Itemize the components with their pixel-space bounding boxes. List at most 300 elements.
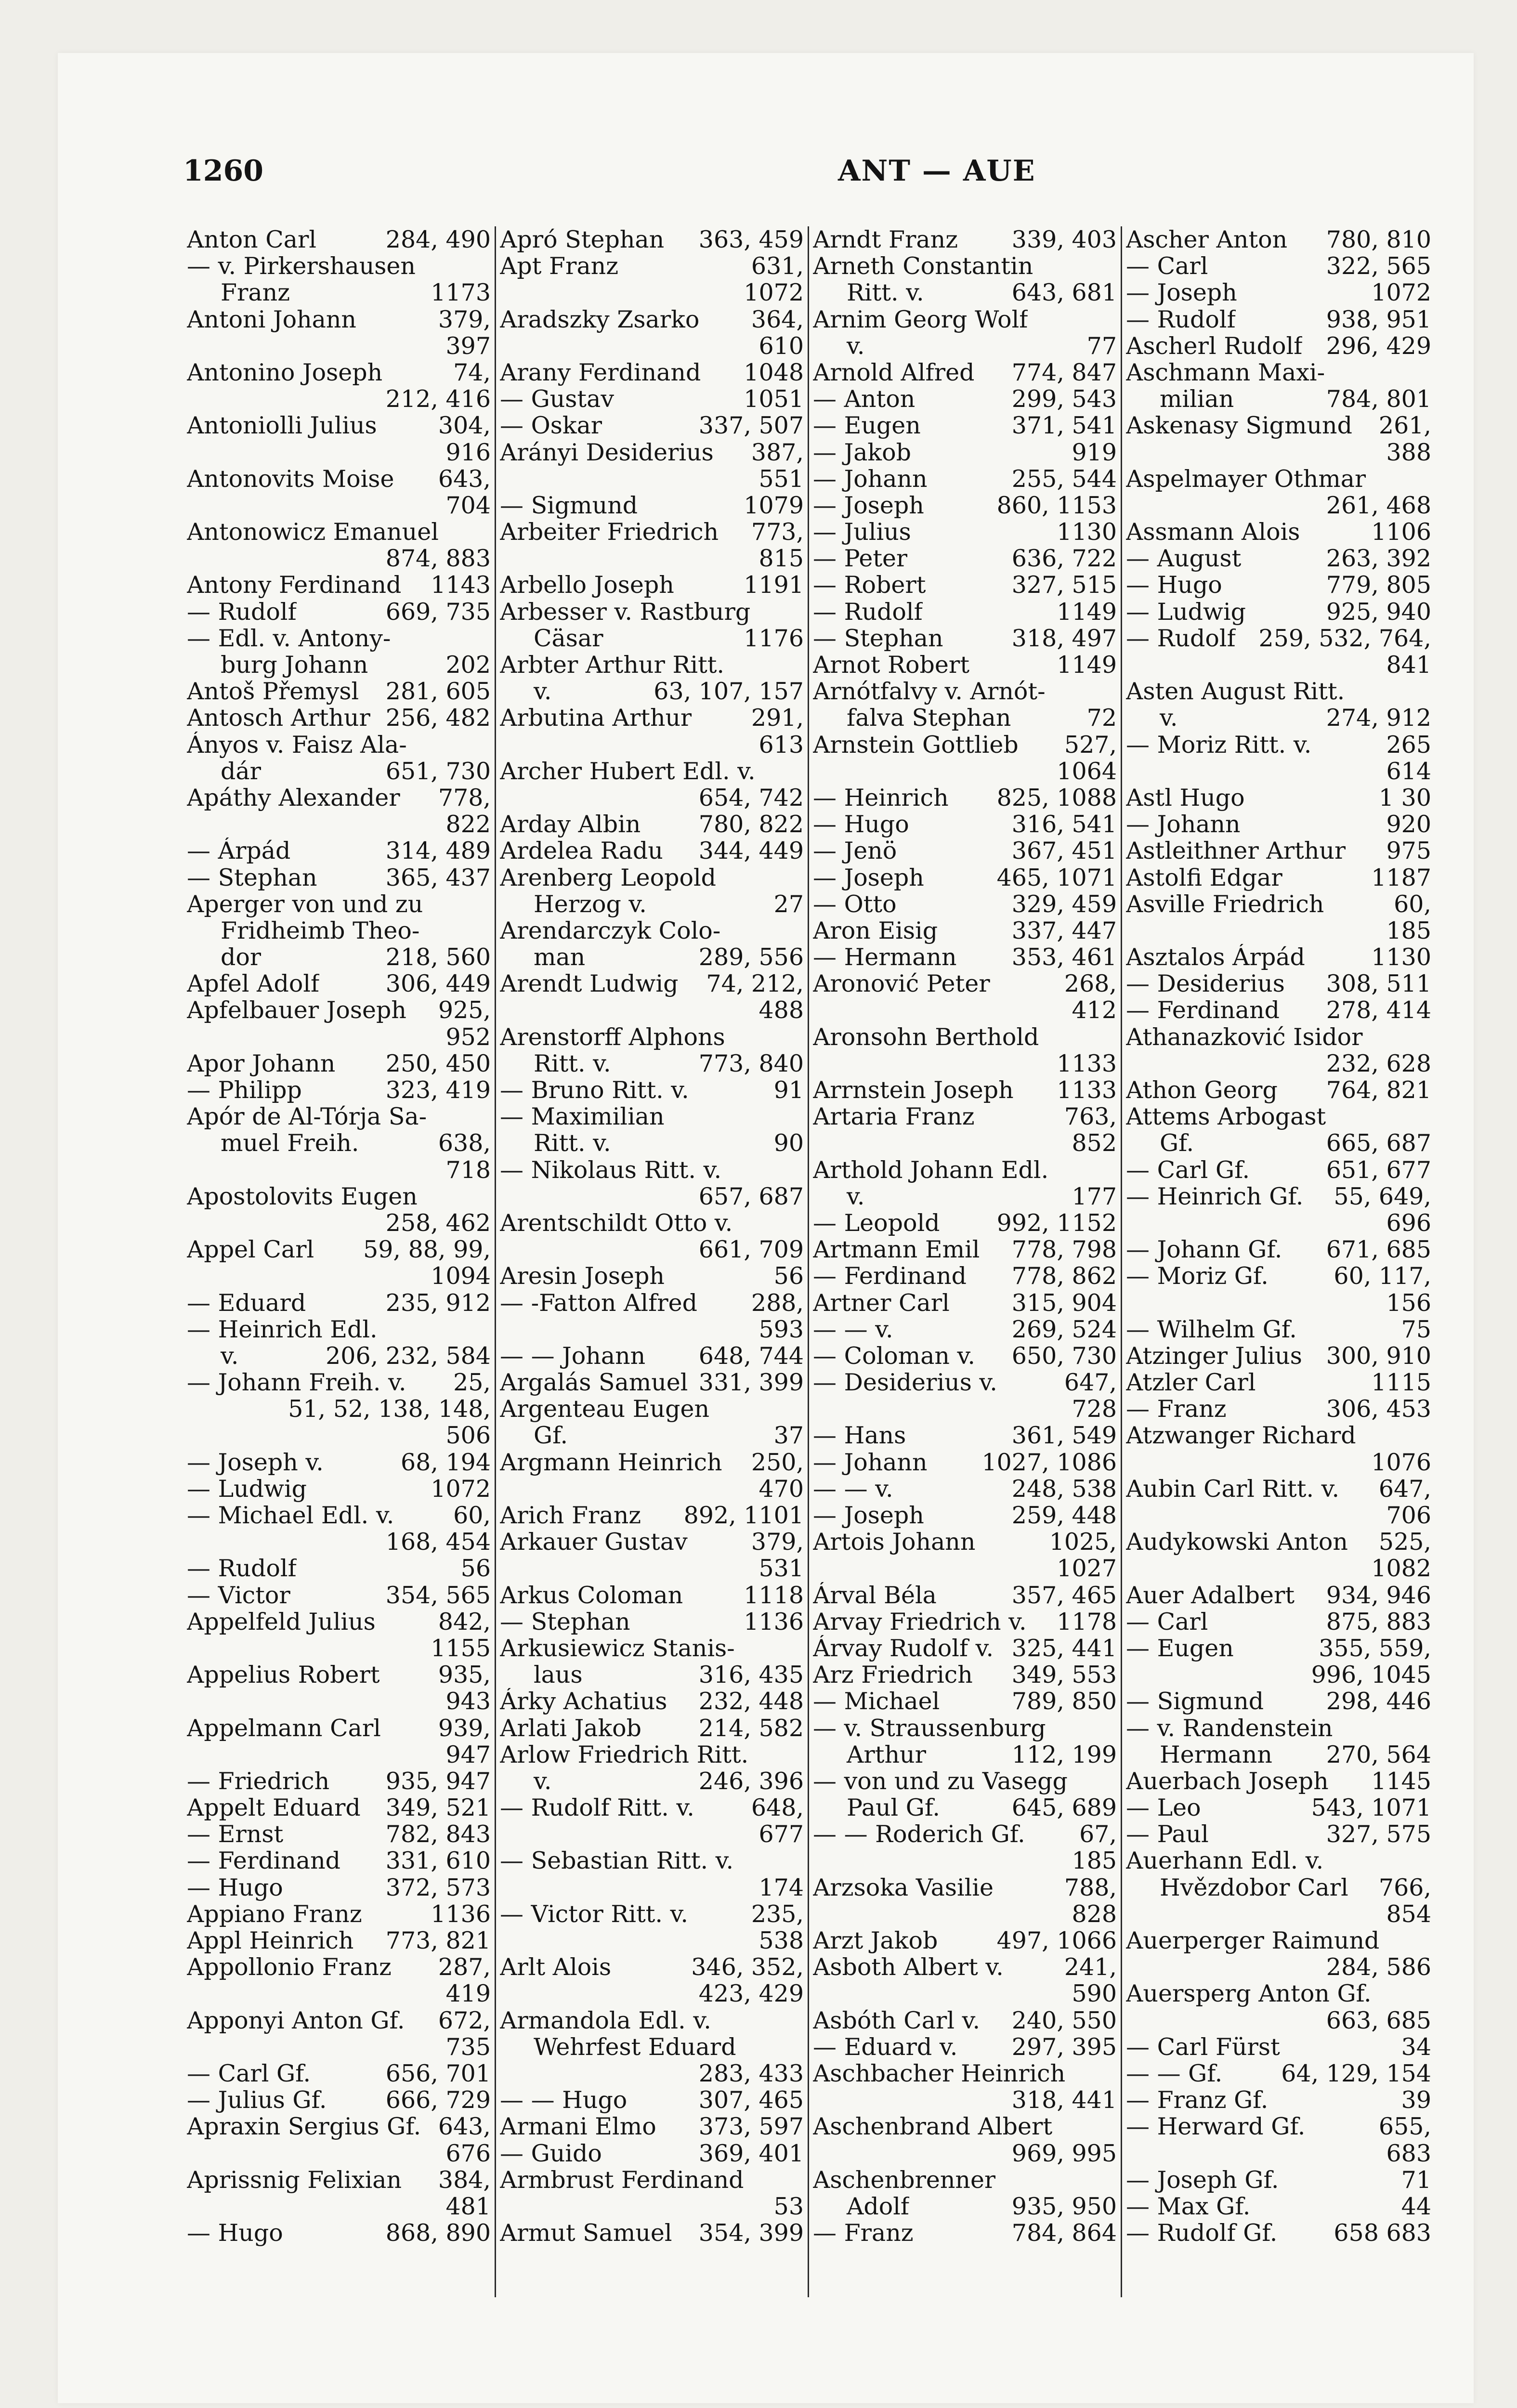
entry-name: Arthold Johann Edl. bbox=[813, 1156, 1049, 1183]
entry-name: Apfelbauer Joseph bbox=[187, 997, 406, 1024]
entry-name: Aron Eisig bbox=[813, 917, 938, 944]
entry-pages bbox=[486, 891, 491, 917]
entry-name: Arnótfalvy v. Arnót- bbox=[813, 678, 1046, 705]
index-entry bbox=[1126, 412, 1431, 439]
entry-pages: 185 bbox=[1072, 1847, 1117, 1874]
entry-name: — Victor Ritt. v. bbox=[500, 1900, 688, 1927]
entry-pages: 232, 448 bbox=[698, 1688, 804, 1715]
index-entry bbox=[187, 2087, 491, 2113]
index-entry bbox=[813, 2007, 1117, 2034]
entry-pages: 1051 bbox=[744, 386, 804, 413]
entry-pages: 56 bbox=[460, 1555, 491, 1582]
entry-name: — Philipp bbox=[187, 1077, 302, 1104]
index-entry bbox=[813, 678, 1117, 705]
entry-name: — Heinrich Edl. bbox=[187, 1316, 378, 1343]
entry-pages: 647, bbox=[1378, 1475, 1431, 1502]
entry-name: Árky Achatius bbox=[500, 1688, 667, 1715]
index-entry bbox=[187, 1210, 491, 1236]
entry-name: Antonowicz Emanuel bbox=[187, 519, 439, 546]
index-entry bbox=[500, 625, 804, 652]
entry-name: Herzog v. bbox=[534, 890, 647, 917]
index-entry bbox=[1126, 2007, 1431, 2034]
index-entry bbox=[187, 466, 491, 492]
index-entry bbox=[187, 1343, 491, 1369]
entry-name: — Rudolf bbox=[1126, 306, 1236, 333]
index-entry bbox=[500, 1369, 804, 1396]
entry-pages: 784, 801 bbox=[1326, 386, 1431, 413]
entry-pages: 789, 850 bbox=[1011, 1688, 1117, 1715]
entry-pages: 278, 414 bbox=[1326, 997, 1431, 1024]
entry-pages bbox=[799, 652, 804, 678]
index-entry bbox=[500, 466, 804, 492]
entry-pages: 250, 450 bbox=[385, 1050, 491, 1077]
entry-name: Apfel Adolf bbox=[187, 970, 320, 997]
entry-name: Athon Georg bbox=[1126, 1077, 1278, 1104]
index-entry bbox=[1126, 1954, 1431, 1980]
index-entry bbox=[500, 1688, 804, 1714]
entry-name: Arbesser v. Rastburg bbox=[500, 598, 751, 625]
entry-name: Apraxin Sergius Gf. bbox=[187, 2113, 421, 2140]
entry-name: Appiano Franz bbox=[187, 1900, 362, 1927]
entry-pages: 315, 904 bbox=[1011, 1289, 1117, 1316]
index-entry bbox=[813, 412, 1117, 439]
entry-name: Arich Franz bbox=[500, 1502, 641, 1529]
entry-pages: 283, 433 bbox=[698, 2060, 804, 2087]
entry-pages: 322, 565 bbox=[1326, 253, 1431, 280]
entry-pages: 248, 538 bbox=[1011, 1475, 1117, 1502]
entry-pages: 828 bbox=[1072, 1900, 1117, 1927]
entry-name: Apór de Al-Tórja Sa- bbox=[187, 1103, 427, 1130]
index-entry bbox=[813, 279, 1117, 306]
index-entry bbox=[1126, 1821, 1431, 1847]
entry-name: Arentschildt Otto v. bbox=[500, 1209, 733, 1237]
index-entry bbox=[1126, 1024, 1431, 1050]
index-entry bbox=[813, 226, 1117, 253]
entry-name: Arzt Jakob bbox=[813, 1927, 938, 1954]
index-entry bbox=[187, 705, 491, 731]
entry-pages: 677 bbox=[758, 1821, 804, 1848]
index-entry bbox=[1126, 545, 1431, 572]
entry-name: — Heinrich Gf. bbox=[1126, 1183, 1304, 1210]
index-entry bbox=[813, 838, 1117, 864]
entry-pages: 1130 bbox=[1371, 944, 1431, 971]
index-entry bbox=[500, 1502, 804, 1529]
entry-pages: 645, 689 bbox=[1011, 1794, 1117, 1821]
index-entry bbox=[187, 1449, 491, 1476]
entry-pages: 60, bbox=[453, 1502, 491, 1529]
entry-name: — Stephan bbox=[500, 1608, 630, 1635]
index-entry bbox=[500, 705, 804, 731]
index-entry bbox=[1126, 279, 1431, 306]
index-entry bbox=[1126, 1635, 1431, 1662]
entry-name: dor bbox=[221, 944, 262, 971]
index-column-3 bbox=[809, 226, 1122, 2297]
index-entry bbox=[187, 306, 491, 333]
entry-pages bbox=[1112, 2167, 1117, 2193]
entry-name: Antosch Arthur bbox=[187, 705, 370, 732]
entry-pages bbox=[799, 2007, 804, 2034]
index-entry bbox=[187, 1050, 491, 1077]
entry-name: Astl Hugo bbox=[1126, 784, 1245, 811]
index-entry bbox=[500, 226, 804, 253]
entry-pages: 538 bbox=[758, 1927, 804, 1954]
entry-name: — Michael bbox=[813, 1688, 940, 1715]
index-entry bbox=[187, 2007, 491, 2034]
index-entry bbox=[187, 279, 491, 306]
entry-name: Artner Carl bbox=[813, 1289, 950, 1316]
index-entry bbox=[187, 997, 491, 1023]
entry-pages: 214, 582 bbox=[698, 1714, 804, 1741]
entry-pages: 156 bbox=[1386, 1289, 1431, 1316]
entry-pages: 67, bbox=[1079, 1821, 1117, 1848]
index-entry bbox=[500, 1343, 804, 1369]
entry-pages: 718 bbox=[445, 1156, 491, 1183]
index-entry bbox=[187, 2167, 491, 2193]
entry-pages: 349, 521 bbox=[385, 1794, 491, 1821]
index-entry bbox=[187, 2060, 491, 2087]
index-entry bbox=[1126, 970, 1431, 997]
index-entry bbox=[500, 439, 804, 466]
index-entry bbox=[1126, 1077, 1431, 1103]
entry-pages: 307, 465 bbox=[698, 2087, 804, 2114]
entry-name: dár bbox=[221, 758, 262, 785]
index-entry bbox=[187, 1157, 491, 1183]
entry-pages: 1082 bbox=[1371, 1555, 1431, 1582]
entry-pages: 1079 bbox=[744, 492, 804, 519]
index-entry bbox=[813, 1768, 1117, 1794]
entry-pages: 665, 687 bbox=[1326, 1130, 1431, 1157]
entry-pages: 387, bbox=[751, 439, 804, 466]
entry-name: Armani Elmo bbox=[500, 2113, 656, 2140]
entry-name: v. bbox=[221, 1342, 239, 1370]
index-entry bbox=[187, 1715, 491, 1741]
entry-pages: 527, bbox=[1064, 731, 1117, 758]
index-entry bbox=[1126, 2140, 1431, 2167]
entry-pages bbox=[799, 864, 804, 891]
index-entry bbox=[1126, 1901, 1431, 1927]
entry-name: Hvězdobor Carl bbox=[1160, 1874, 1348, 1901]
entry-name: — Michael Edl. v. bbox=[187, 1502, 394, 1529]
index-entry bbox=[187, 1874, 491, 1901]
index-entry bbox=[813, 2034, 1117, 2060]
index-entry bbox=[1126, 2167, 1431, 2193]
entry-pages: 543, 1071 bbox=[1311, 1794, 1431, 1821]
entry-pages: 372, 573 bbox=[385, 1874, 491, 1901]
index-entry bbox=[1126, 333, 1431, 359]
index-entry bbox=[500, 1422, 804, 1449]
index-entry bbox=[187, 253, 491, 279]
index-entry bbox=[813, 439, 1117, 466]
entry-pages: 506 bbox=[445, 1422, 491, 1449]
entry-pages: 337, 507 bbox=[698, 412, 804, 439]
entry-pages: 842, bbox=[438, 1608, 491, 1635]
entry-name: — v. Randenstein bbox=[1126, 1714, 1333, 1741]
entry-pages: 361, 549 bbox=[1011, 1422, 1117, 1449]
entry-pages: 259, 532, 764, bbox=[1258, 625, 1431, 652]
entry-pages: 63, 107, 157 bbox=[654, 678, 804, 705]
entry-name: — Ferdinand bbox=[813, 1263, 967, 1290]
entry-pages bbox=[1112, 1768, 1117, 1794]
index-entry bbox=[813, 1263, 1117, 1289]
index-entry bbox=[500, 2167, 804, 2193]
entry-name: v. bbox=[534, 678, 552, 705]
entry-pages: 647, bbox=[1064, 1369, 1117, 1396]
entry-pages: 44 bbox=[1401, 2193, 1431, 2220]
entry-pages bbox=[799, 758, 804, 785]
entry-name: Árvay Rudolf v. bbox=[813, 1635, 994, 1662]
index-entry bbox=[1126, 2113, 1431, 2140]
entry-name: Aubin Carl Ritt. v. bbox=[1126, 1475, 1340, 1502]
entry-pages: 773, 821 bbox=[385, 1927, 491, 1954]
entry-name: Arthur bbox=[847, 1741, 927, 1768]
entry-pages: 638, bbox=[438, 1130, 491, 1157]
entry-pages: 465, 1071 bbox=[996, 864, 1117, 891]
index-entry bbox=[500, 891, 804, 917]
index-entry bbox=[500, 2087, 804, 2113]
entry-name: — Max Gf. bbox=[1126, 2193, 1251, 2220]
entry-pages bbox=[1426, 1847, 1431, 1874]
entry-name: Asboth Albert v. bbox=[813, 1954, 1004, 1981]
entry-pages: 240, 550 bbox=[1011, 2007, 1117, 2034]
entry-pages: 590 bbox=[1072, 1980, 1117, 2007]
index-entry bbox=[187, 625, 491, 652]
entry-pages: 379, bbox=[438, 306, 491, 333]
entry-name: muel Freih. bbox=[221, 1130, 359, 1157]
entry-name: — Nikolaus Ritt. v. bbox=[500, 1156, 722, 1183]
entry-pages: 657, 687 bbox=[698, 1183, 804, 1210]
entry-pages: 423, 429 bbox=[698, 1980, 804, 2007]
entry-pages: 74, bbox=[453, 359, 491, 386]
entry-name: — Eugen bbox=[813, 412, 921, 439]
page-number: 1260 bbox=[183, 154, 263, 188]
index-entry bbox=[813, 1396, 1117, 1422]
index-entry bbox=[187, 1609, 491, 1635]
index-entry bbox=[1126, 1980, 1431, 2007]
index-entry bbox=[500, 306, 804, 333]
entry-name: Arnstein Gottlieb bbox=[813, 731, 1019, 758]
entry-name: — Friedrich bbox=[187, 1767, 330, 1795]
index-entry bbox=[187, 1024, 491, 1050]
entry-name: Appel Carl bbox=[187, 1236, 314, 1263]
entry-pages bbox=[1426, 1024, 1431, 1050]
entry-name: Auer Adalbert bbox=[1126, 1582, 1295, 1609]
index-entry bbox=[813, 466, 1117, 492]
index-entry bbox=[813, 1662, 1117, 1688]
entry-name: Paul Gf. bbox=[847, 1794, 940, 1821]
index-entry bbox=[1126, 1130, 1431, 1156]
entry-name: Arvay Friedrich v. bbox=[813, 1608, 1027, 1635]
entry-name: v. bbox=[1160, 705, 1178, 732]
entry-name: Aronsohn Berthold bbox=[813, 1023, 1039, 1050]
entry-name: Adolf bbox=[847, 2193, 910, 2220]
entry-pages: 306, 453 bbox=[1326, 1396, 1431, 1423]
entry-pages: 177 bbox=[1072, 1183, 1117, 1210]
entry-name: Appollonio Franz bbox=[187, 1954, 392, 1981]
index-entry bbox=[1126, 1157, 1431, 1183]
entry-name: — Johann Freih. v. bbox=[187, 1369, 406, 1396]
entry-pages: 1133 bbox=[1057, 1077, 1117, 1104]
entry-pages: 992, 1152 bbox=[996, 1209, 1117, 1237]
entry-name: — — Hugo bbox=[500, 2087, 628, 2114]
entry-pages: 780, 810 bbox=[1326, 226, 1431, 253]
index-entry bbox=[187, 1422, 491, 1449]
index-entry bbox=[1126, 1794, 1431, 1821]
index-entry bbox=[187, 944, 491, 970]
entry-pages: 672, bbox=[438, 2007, 491, 2034]
entry-name: — Sigmund bbox=[1126, 1688, 1264, 1715]
index-entry bbox=[1126, 2193, 1431, 2220]
index-entry bbox=[500, 1316, 804, 1343]
index-entry bbox=[500, 599, 804, 625]
index-entry bbox=[500, 1715, 804, 1741]
index-entry bbox=[813, 306, 1117, 333]
entry-pages bbox=[799, 1847, 804, 1874]
entry-pages: 388 bbox=[1386, 439, 1431, 466]
entry-pages: 1143 bbox=[431, 572, 491, 599]
entry-name: — Rudolf bbox=[187, 1555, 297, 1582]
index-entry bbox=[813, 2087, 1117, 2113]
entry-pages: 212, 416 bbox=[385, 386, 491, 413]
entry-pages: 655, bbox=[1378, 2113, 1431, 2140]
entry-name: — Eugen bbox=[1126, 1635, 1234, 1662]
index-entry bbox=[1126, 864, 1431, 891]
entry-pages bbox=[799, 1635, 804, 1662]
entry-name: Auersperg Anton Gf. bbox=[1126, 1980, 1372, 2007]
entry-pages: 676 bbox=[445, 2140, 491, 2167]
entry-name: burg Johann bbox=[221, 652, 368, 679]
entry-name: — Julius Gf. bbox=[187, 2087, 327, 2114]
entry-name: Argmann Heinrich bbox=[500, 1449, 722, 1476]
entry-pages bbox=[1112, 678, 1117, 705]
index-entry bbox=[187, 439, 491, 466]
entry-name: — Johann bbox=[813, 465, 928, 492]
index-entry bbox=[187, 1077, 491, 1103]
entry-pages: 764, 821 bbox=[1326, 1077, 1431, 1104]
entry-name: — — v. bbox=[813, 1475, 893, 1502]
entry-pages bbox=[1112, 2060, 1117, 2087]
entry-name: — Moriz Ritt. v. bbox=[1126, 731, 1312, 758]
entry-pages: 1072 bbox=[744, 279, 804, 306]
index-entry bbox=[187, 492, 491, 519]
entry-name: Arbello Joseph bbox=[500, 572, 674, 599]
entry-pages: 1076 bbox=[1371, 1449, 1431, 1476]
entry-name: milian bbox=[1160, 386, 1234, 413]
entry-name: — Desiderius v. bbox=[813, 1369, 997, 1396]
entry-pages: 263, 392 bbox=[1326, 545, 1431, 572]
entry-pages: 1191 bbox=[744, 572, 804, 599]
entry-name: Arany Ferdinand bbox=[500, 359, 701, 386]
entry-pages: 354, 565 bbox=[385, 1582, 491, 1609]
index-entry bbox=[813, 1555, 1117, 1582]
entry-pages: 60, bbox=[1394, 890, 1431, 917]
entry-name: — Hermann bbox=[813, 944, 957, 971]
entry-pages: 329, 459 bbox=[1011, 890, 1117, 917]
entry-name: — Stephan bbox=[813, 625, 943, 652]
entry-name: Asbóth Carl v. bbox=[813, 2007, 981, 2034]
entry-name: Aradszky Zsarko bbox=[500, 306, 700, 333]
entry-name: laus bbox=[534, 1662, 583, 1688]
entry-name: Arnim Georg Wolf bbox=[813, 306, 1028, 333]
entry-pages: 868, 890 bbox=[385, 2220, 491, 2247]
index-entry bbox=[187, 1794, 491, 1821]
index-entry bbox=[813, 758, 1117, 785]
entry-pages: 77 bbox=[1086, 332, 1117, 359]
entry-name: Arnold Alfred bbox=[813, 359, 975, 386]
entry-pages: 935, 947 bbox=[385, 1767, 491, 1795]
entry-pages bbox=[799, 1210, 804, 1236]
index-entry bbox=[187, 1316, 491, 1343]
entry-name: — Carl bbox=[1126, 1608, 1208, 1635]
index-entry bbox=[500, 572, 804, 598]
index-entry bbox=[1126, 572, 1431, 598]
entry-name: Wehrfest Eduard bbox=[534, 2033, 736, 2060]
entry-name: — Wilhelm Gf. bbox=[1126, 1316, 1297, 1343]
entry-pages: 241, bbox=[1064, 1954, 1117, 1981]
entry-pages bbox=[486, 732, 491, 758]
index-entry bbox=[813, 545, 1117, 572]
index-entry bbox=[187, 970, 491, 997]
index-entry bbox=[813, 944, 1117, 970]
entry-pages bbox=[486, 519, 491, 545]
entry-pages: 1149 bbox=[1057, 598, 1117, 625]
entry-name: Arzsoka Vasilie bbox=[813, 1874, 994, 1901]
entry-pages: 773, bbox=[751, 519, 804, 546]
entry-name: — Carl Gf. bbox=[1126, 1156, 1250, 1183]
index-entry bbox=[813, 864, 1117, 891]
entry-pages: 782, 843 bbox=[385, 1821, 491, 1848]
index-entry bbox=[1126, 1582, 1431, 1609]
entry-pages: 671, 685 bbox=[1326, 1236, 1431, 1263]
entry-name: Arndt Franz bbox=[813, 226, 958, 253]
index-entry bbox=[813, 1847, 1117, 1874]
entry-pages: 74, 212, bbox=[706, 970, 804, 997]
index-entry bbox=[500, 678, 804, 705]
entry-name: Astleithner Arthur bbox=[1126, 838, 1346, 864]
index-column-2 bbox=[496, 226, 809, 2297]
entry-name: Gf. bbox=[534, 1422, 568, 1449]
entry-pages bbox=[1426, 1103, 1431, 1130]
index-entry bbox=[813, 572, 1117, 598]
entry-name: Appl Heinrich bbox=[187, 1927, 354, 1954]
index-entry bbox=[1126, 1183, 1431, 1210]
entry-pages: 1027, 1086 bbox=[981, 1449, 1117, 1476]
index-entry bbox=[1126, 1236, 1431, 1263]
index-entry bbox=[813, 1874, 1117, 1901]
index-entry bbox=[187, 1529, 491, 1555]
index-entry bbox=[813, 625, 1117, 652]
index-entry bbox=[1126, 997, 1431, 1023]
index-entry bbox=[1126, 439, 1431, 466]
entry-pages: 939, bbox=[438, 1714, 491, 1741]
entry-name: Apró Stephan bbox=[500, 226, 665, 253]
entry-pages: 75 bbox=[1401, 1316, 1431, 1343]
entry-name: Athanazković Isidor bbox=[1126, 1023, 1363, 1050]
entry-pages: 1149 bbox=[1057, 652, 1117, 679]
entry-name: — Jenö bbox=[813, 838, 897, 864]
entry-name: — August bbox=[1126, 545, 1242, 572]
index-entry bbox=[187, 1741, 491, 1768]
entry-name: — Joseph bbox=[813, 492, 924, 519]
index-column-4 bbox=[1122, 226, 1435, 2297]
entry-pages: 661, 709 bbox=[698, 1236, 804, 1263]
entry-pages: 316, 541 bbox=[1011, 811, 1117, 838]
index-entry bbox=[500, 732, 804, 758]
index-entry bbox=[500, 1847, 804, 1874]
entry-name: Auerbach Joseph bbox=[1126, 1767, 1329, 1795]
index-entry bbox=[500, 838, 804, 864]
index-entry bbox=[813, 2060, 1117, 2087]
entry-name: Arányi Desiderius bbox=[500, 439, 714, 466]
